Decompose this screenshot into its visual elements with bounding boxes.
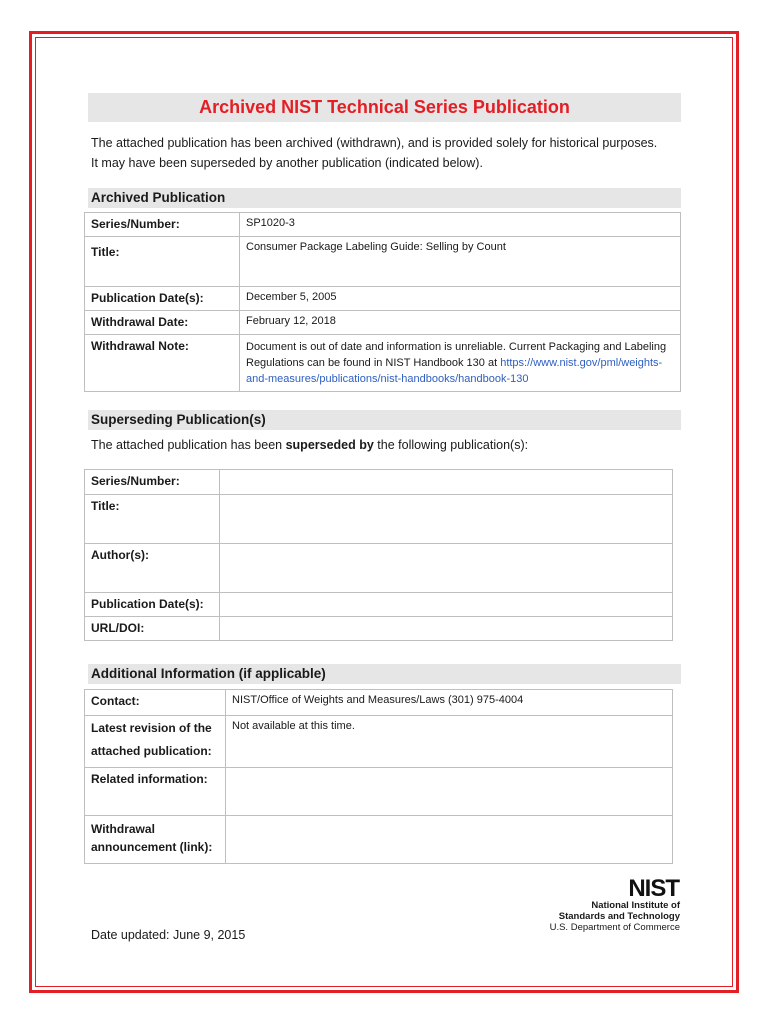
sup-authors-label: Author(s): — [85, 544, 220, 593]
announcement-value — [226, 816, 673, 864]
superseding-text-after: the following publication(s): — [373, 438, 529, 452]
sup-url-label: URL/DOI: — [85, 617, 220, 641]
handbook-130-link[interactable]: https://www.nist.gov/pml/weights-and-measures/publications/nist-handbooks/handbook-130 — [246, 357, 663, 385]
intro-line-1: The attached publication has been archived (withdrawn), and is provided solely for historical purposes. — [91, 136, 658, 150]
superseding-text-before: The attached publication has been — [91, 438, 286, 452]
sup-url-value — [220, 617, 673, 641]
page-title-bar — [88, 93, 681, 122]
withdrawal-note — [240, 335, 681, 392]
title-value: Consumer Package Labeling Guide: Selling by Count — [240, 237, 681, 287]
table-row — [85, 470, 673, 495]
table-row — [85, 237, 681, 287]
contact-label: Contact: — [85, 690, 226, 716]
table-row — [85, 311, 681, 335]
nist-logo — [520, 876, 680, 933]
intro-line-2: It may have been superseded by another publication (indicated below). — [91, 155, 483, 170]
nist-name-line1: National Institute of — [591, 900, 680, 911]
table-row — [85, 716, 673, 768]
withdrawal-note-label: Withdrawal Note: — [85, 335, 240, 392]
sup-pubdate-label: Publication Date(s): — [85, 593, 220, 617]
superseding-section-heading: Superseding Publication(s) — [88, 410, 681, 430]
table-row — [85, 335, 681, 392]
intro-paragraph — [91, 134, 681, 173]
sup-series-value — [220, 470, 673, 495]
superseding-table — [84, 469, 673, 641]
sup-pubdate-value — [220, 593, 673, 617]
revision-value: Not available at this time. — [226, 716, 673, 768]
nist-department: U.S. Department of Commerce — [549, 922, 680, 933]
pubdate-label: Publication Date(s): — [85, 287, 240, 311]
contact-value: NIST/Office of Weights and Measures/Laws (301) 975-4004 — [226, 690, 673, 716]
revision-label: Latest revision of the attached publication: — [85, 716, 226, 768]
nist-wordmark-icon — [598, 876, 680, 898]
sup-title-value — [220, 495, 673, 544]
announcement-label: Withdrawal announcement (link): — [85, 816, 226, 864]
table-row — [85, 287, 681, 311]
table-row — [85, 617, 673, 641]
related-label: Related information: — [85, 768, 226, 816]
page-title: Archived NIST Technical Series Publication — [199, 97, 570, 117]
withdrawal-note-text: Document is out of date and information is unreliable. Current Packaging and Labeling Regulations can be found in NIST Handbook 130 at — [246, 341, 667, 369]
table-row — [85, 768, 673, 816]
sup-series-label: Series/Number: — [85, 470, 220, 495]
withdrawal-date-label: Withdrawal Date: — [85, 311, 240, 335]
archived-section-heading: Archived Publication — [88, 188, 681, 208]
date-updated: Date updated: June 9, 2015 — [91, 928, 246, 942]
pubdate-value: December 5, 2005 — [240, 287, 681, 311]
archived-table — [84, 212, 681, 392]
title-label: Title: — [85, 237, 240, 287]
additional-table — [84, 689, 673, 864]
series-label: Series/Number: — [85, 213, 240, 237]
sup-authors-value — [220, 544, 673, 593]
table-row — [85, 495, 673, 544]
table-row — [85, 544, 673, 593]
table-row — [85, 816, 673, 864]
sup-title-label: Title: — [85, 495, 220, 544]
table-row — [85, 690, 673, 716]
additional-section-heading: Additional Information (if applicable) — [88, 664, 681, 684]
withdrawal-date-value: February 12, 2018 — [240, 311, 681, 335]
series-value: SP1020-3 — [240, 213, 681, 237]
related-value — [226, 768, 673, 816]
nist-wordmark: NIST — [628, 876, 679, 898]
table-row — [85, 213, 681, 237]
superseding-sentence — [91, 438, 528, 452]
table-row — [85, 593, 673, 617]
nist-name-line2: Standards and Technology — [558, 911, 680, 922]
superseding-text-bold: superseded by — [285, 438, 374, 452]
